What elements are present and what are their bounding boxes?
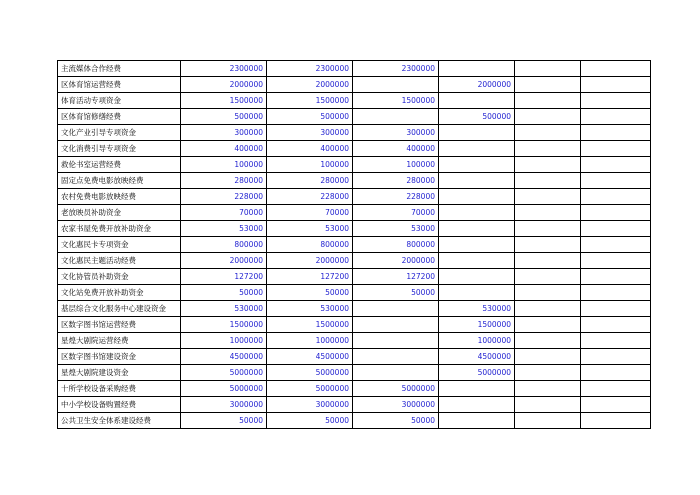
amount-cell	[439, 285, 515, 301]
item-name-cell: 文化消费引导专项资金	[58, 141, 181, 157]
amount-cell	[581, 285, 651, 301]
item-name-cell: 区数字图书馆运营经费	[58, 317, 181, 333]
amount-cell: 530000	[267, 301, 353, 317]
amount-cell	[581, 365, 651, 381]
item-name-cell: 农家书屋免费开放补助资金	[58, 221, 181, 237]
amount-cell	[581, 269, 651, 285]
amount-cell: 5000000	[181, 365, 267, 381]
amount-cell	[581, 125, 651, 141]
amount-cell: 800000	[353, 237, 439, 253]
amount-cell: 1500000	[267, 317, 353, 333]
amount-cell	[581, 157, 651, 173]
amount-cell	[439, 205, 515, 221]
amount-cell	[515, 365, 581, 381]
amount-cell: 50000	[181, 413, 267, 429]
amount-cell	[581, 317, 651, 333]
amount-cell: 1500000	[181, 317, 267, 333]
amount-cell	[515, 93, 581, 109]
amount-cell	[439, 381, 515, 397]
table-row	[58, 349, 651, 365]
table-row	[58, 381, 651, 397]
amount-cell	[353, 317, 439, 333]
amount-cell	[353, 109, 439, 125]
amount-cell: 100000	[353, 157, 439, 173]
amount-cell	[439, 173, 515, 189]
amount-cell: 50000	[353, 285, 439, 301]
table-row	[58, 77, 651, 93]
table-row	[58, 125, 651, 141]
amount-cell	[515, 77, 581, 93]
amount-cell: 4500000	[439, 349, 515, 365]
amount-cell: 228000	[181, 189, 267, 205]
amount-cell	[439, 253, 515, 269]
amount-cell: 300000	[181, 125, 267, 141]
amount-cell	[581, 189, 651, 205]
item-name-cell: 农村免费电影放映经费	[58, 189, 181, 205]
budget-table-body	[58, 61, 651, 429]
amount-cell: 5000000	[267, 381, 353, 397]
amount-cell: 2000000	[181, 253, 267, 269]
amount-cell: 50000	[353, 413, 439, 429]
amount-cell: 400000	[353, 141, 439, 157]
table-row	[58, 189, 651, 205]
amount-cell: 3000000	[353, 397, 439, 413]
amount-cell: 50000	[267, 413, 353, 429]
amount-cell: 500000	[181, 109, 267, 125]
amount-cell	[439, 189, 515, 205]
item-name-cell: 体育活动专项资金	[58, 93, 181, 109]
amount-cell: 1500000	[267, 93, 353, 109]
amount-cell	[439, 61, 515, 77]
amount-cell: 1500000	[181, 93, 267, 109]
amount-cell: 2000000	[353, 253, 439, 269]
item-name-cell: 区数字图书馆建设资金	[58, 349, 181, 365]
amount-cell	[581, 333, 651, 349]
amount-cell	[439, 413, 515, 429]
amount-cell	[581, 349, 651, 365]
table-row	[58, 61, 651, 77]
item-name-cell: 救伦书室运营经费	[58, 157, 181, 173]
item-name-cell: 文化惠民卡专项资金	[58, 237, 181, 253]
amount-cell	[581, 173, 651, 189]
amount-cell	[439, 237, 515, 253]
amount-cell	[515, 189, 581, 205]
amount-cell: 1000000	[181, 333, 267, 349]
amount-cell	[581, 301, 651, 317]
amount-cell	[439, 269, 515, 285]
item-name-cell: 主流媒体合作经费	[58, 61, 181, 77]
amount-cell	[353, 333, 439, 349]
amount-cell: 1000000	[439, 333, 515, 349]
table-row	[58, 333, 651, 349]
amount-cell	[439, 125, 515, 141]
table-row	[58, 365, 651, 381]
amount-cell: 5000000	[353, 381, 439, 397]
amount-cell: 800000	[267, 237, 353, 253]
item-name-cell: 十所学校设备采购经费	[58, 381, 181, 397]
amount-cell: 70000	[353, 205, 439, 221]
amount-cell	[353, 365, 439, 381]
amount-cell: 500000	[267, 109, 353, 125]
table-row	[58, 397, 651, 413]
amount-cell	[515, 301, 581, 317]
amount-cell	[439, 157, 515, 173]
amount-cell	[581, 221, 651, 237]
item-name-cell: 区体育馆运营经费	[58, 77, 181, 93]
amount-cell: 2000000	[267, 253, 353, 269]
item-name-cell: 文化惠民主题活动经费	[58, 253, 181, 269]
amount-cell: 5000000	[267, 365, 353, 381]
item-name-cell: 星煌大剧院运营经费	[58, 333, 181, 349]
amount-cell: 280000	[267, 173, 353, 189]
item-name-cell: 文化站免费开放补助资金	[58, 285, 181, 301]
amount-cell: 2000000	[181, 77, 267, 93]
amount-cell	[581, 397, 651, 413]
table-row	[58, 205, 651, 221]
amount-cell: 100000	[181, 157, 267, 173]
amount-cell: 70000	[267, 205, 353, 221]
amount-cell: 300000	[267, 125, 353, 141]
amount-cell	[515, 253, 581, 269]
item-name-cell: 老放映员补助资金	[58, 205, 181, 221]
amount-cell: 280000	[353, 173, 439, 189]
amount-cell	[515, 381, 581, 397]
amount-cell	[353, 349, 439, 365]
amount-cell: 5000000	[181, 381, 267, 397]
amount-cell	[515, 333, 581, 349]
amount-cell: 70000	[181, 205, 267, 221]
table-row	[58, 237, 651, 253]
table-row	[58, 269, 651, 285]
amount-cell: 228000	[353, 189, 439, 205]
amount-cell: 530000	[181, 301, 267, 317]
amount-cell	[515, 269, 581, 285]
amount-cell: 100000	[267, 157, 353, 173]
amount-cell	[515, 157, 581, 173]
item-name-cell: 文化产业引导专项资金	[58, 125, 181, 141]
table-row	[58, 253, 651, 269]
amount-cell	[515, 109, 581, 125]
table-row	[58, 301, 651, 317]
amount-cell	[439, 93, 515, 109]
amount-cell: 2300000	[267, 61, 353, 77]
amount-cell	[439, 397, 515, 413]
amount-cell	[581, 77, 651, 93]
amount-cell: 400000	[181, 141, 267, 157]
amount-cell	[515, 205, 581, 221]
amount-cell: 53000	[267, 221, 353, 237]
budget-table	[57, 60, 651, 429]
amount-cell: 280000	[181, 173, 267, 189]
amount-cell	[515, 125, 581, 141]
amount-cell: 500000	[439, 109, 515, 125]
amount-cell: 53000	[353, 221, 439, 237]
amount-cell	[581, 381, 651, 397]
table-row	[58, 221, 651, 237]
amount-cell: 228000	[267, 189, 353, 205]
amount-cell: 1000000	[267, 333, 353, 349]
amount-cell: 3000000	[181, 397, 267, 413]
amount-cell: 4500000	[267, 349, 353, 365]
amount-cell: 50000	[181, 285, 267, 301]
amount-cell	[581, 205, 651, 221]
table-row	[58, 173, 651, 189]
amount-cell	[581, 93, 651, 109]
amount-cell	[353, 77, 439, 93]
amount-cell: 530000	[439, 301, 515, 317]
amount-cell	[515, 173, 581, 189]
item-name-cell: 文化协管员补助资金	[58, 269, 181, 285]
table-row	[58, 317, 651, 333]
amount-cell: 300000	[353, 125, 439, 141]
amount-cell	[515, 413, 581, 429]
amount-cell	[581, 61, 651, 77]
amount-cell: 2300000	[353, 61, 439, 77]
amount-cell	[515, 61, 581, 77]
table-row	[58, 141, 651, 157]
table-row	[58, 93, 651, 109]
item-name-cell: 星煌大剧院建设资金	[58, 365, 181, 381]
amount-cell: 3000000	[267, 397, 353, 413]
amount-cell: 4500000	[181, 349, 267, 365]
table-row	[58, 413, 651, 429]
amount-cell	[515, 285, 581, 301]
amount-cell: 1500000	[439, 317, 515, 333]
amount-cell	[581, 237, 651, 253]
amount-cell: 400000	[267, 141, 353, 157]
amount-cell: 800000	[181, 237, 267, 253]
item-name-cell: 固定点免费电影放映经费	[58, 173, 181, 189]
amount-cell: 2000000	[439, 77, 515, 93]
amount-cell	[581, 141, 651, 157]
item-name-cell: 中小学校设备购置经费	[58, 397, 181, 413]
table-row	[58, 285, 651, 301]
amount-cell	[515, 349, 581, 365]
item-name-cell: 区体育馆修缮经费	[58, 109, 181, 125]
amount-cell: 127200	[181, 269, 267, 285]
amount-cell: 50000	[267, 285, 353, 301]
amount-cell: 5000000	[439, 365, 515, 381]
amount-cell	[439, 141, 515, 157]
table-row	[58, 157, 651, 173]
amount-cell	[581, 413, 651, 429]
item-name-cell: 基层综合文化服务中心建设资金	[58, 301, 181, 317]
amount-cell: 127200	[353, 269, 439, 285]
amount-cell	[439, 221, 515, 237]
amount-cell	[515, 317, 581, 333]
amount-cell: 2000000	[267, 77, 353, 93]
amount-cell: 2300000	[181, 61, 267, 77]
amount-cell	[581, 109, 651, 125]
amount-cell: 53000	[181, 221, 267, 237]
amount-cell	[515, 237, 581, 253]
amount-cell: 1500000	[353, 93, 439, 109]
item-name-cell: 公共卫生安全体系建设经费	[58, 413, 181, 429]
amount-cell	[515, 397, 581, 413]
amount-cell	[581, 253, 651, 269]
amount-cell	[515, 141, 581, 157]
amount-cell	[353, 301, 439, 317]
table-row	[58, 109, 651, 125]
amount-cell	[515, 221, 581, 237]
amount-cell: 127200	[267, 269, 353, 285]
